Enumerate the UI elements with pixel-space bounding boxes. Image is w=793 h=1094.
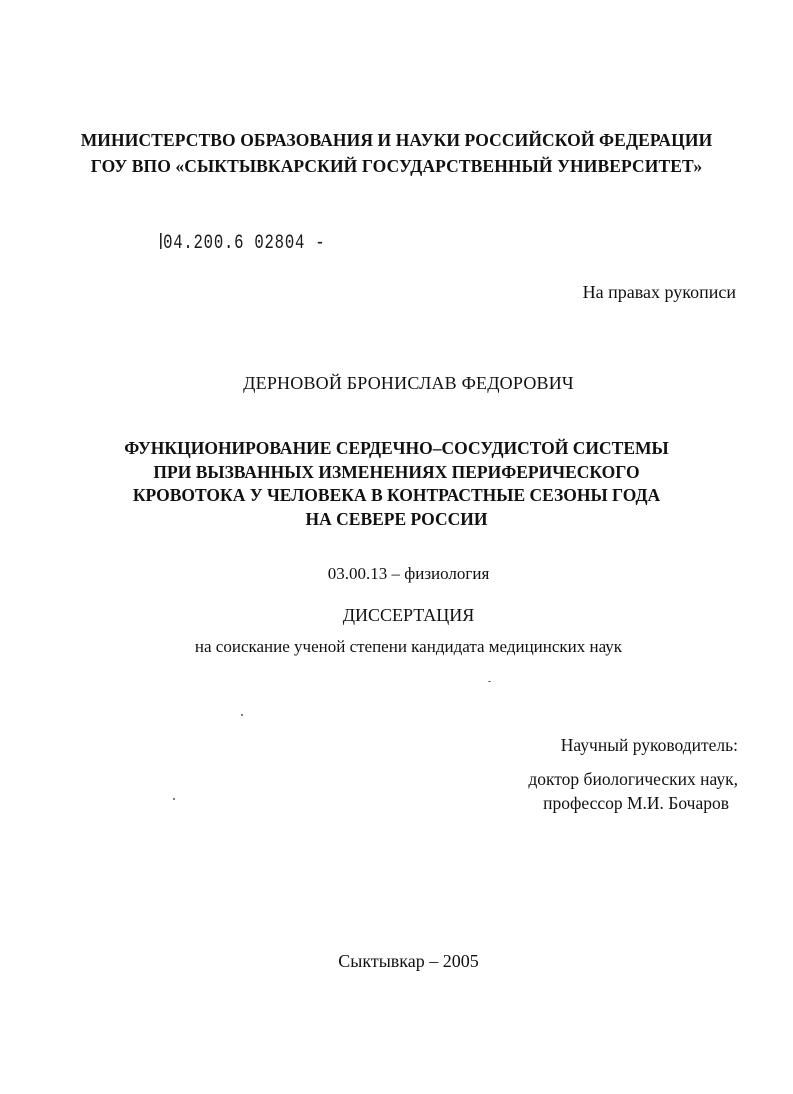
university-heading: ГОУ ВПО «СЫКТЫВКАРСКИЙ ГОСУДАРСТВЕННЫЙ УНИВЕРСИТЕТ» xyxy=(90,156,703,176)
specialty-code: 03.00.13 – физиология xyxy=(327,564,490,583)
city-year: Сыктывкар – 2005 xyxy=(338,951,479,971)
degree-statement: на соискание ученой степени кандидата медицинских наук xyxy=(194,637,623,656)
stamp-mark xyxy=(160,233,162,249)
supervisor-block xyxy=(528,733,738,815)
registration-stamp xyxy=(160,232,325,255)
title-line: НА СЕВЕРЕ РОССИИ xyxy=(305,508,488,529)
title-line: ПРИ ВЫЗВАННЫХ ИЗМЕНЕНИЯХ ПЕРИФЕРИЧЕСКОГО xyxy=(153,461,640,482)
title-line: КРОВОТОКА У ЧЕЛОВЕКА В КОНТРАСТНЫЕ СЕЗОНЫ ГОДА xyxy=(132,485,661,505)
stamp-number: 04.200.6 02804 - xyxy=(163,232,326,255)
ministry-heading: МИНИСТЕРСТВО ОБРАЗОВАНИЯ И НАУКИ РОССИЙСКОЙ ФЕДЕРАЦИИ xyxy=(80,130,713,150)
manuscript-rights-note: На правах рукописи xyxy=(582,282,736,302)
supervisor-label: Научный руководитель: xyxy=(560,735,738,755)
supervisor-name: профессор М.И. Бочаров xyxy=(543,793,729,813)
scan-speck xyxy=(488,681,491,682)
scan-speck xyxy=(241,714,243,716)
title-line: ФУНКЦИОНИРОВАНИЕ СЕРДЕЧНО–СОСУДИСТОЙ СИСТЕМЫ xyxy=(124,438,669,458)
supervisor-degree: доктор биологических наук, xyxy=(528,769,738,789)
scan-speck xyxy=(173,798,175,800)
document-type: ДИССЕРТАЦИЯ xyxy=(342,605,475,625)
dissertation-title xyxy=(0,437,793,531)
author-name: ДЕРНОВОЙ БРОНИСЛАВ ФЕДОРОВИЧ xyxy=(243,373,574,393)
